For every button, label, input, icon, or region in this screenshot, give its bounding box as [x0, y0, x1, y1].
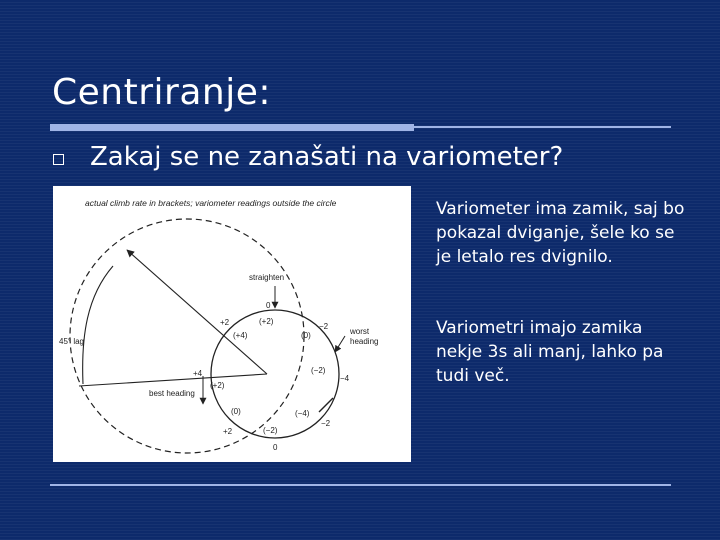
reading-right-mid-outer: −4 [340, 374, 350, 383]
reading-left-bot-inner: (0) [231, 407, 241, 416]
worst-heading-label-2: heading [350, 337, 379, 346]
lag-arrow-line [127, 250, 267, 374]
title-underline-thick [50, 124, 414, 131]
bullet-text: Zakaj se ne zanašati na variometer? [90, 142, 564, 172]
reading-top-outer: 0 [266, 301, 271, 310]
lag-label: 45° lag [59, 337, 84, 346]
slide-title: Centriranje: [52, 72, 271, 113]
reading-right-bot-inner: (−4) [295, 409, 310, 418]
reading-right-top-inner: (0) [301, 331, 311, 340]
bullet-square-icon [53, 154, 64, 165]
best-heading-line [79, 374, 267, 386]
reading-left-top-outer: +2 [220, 318, 230, 327]
straighten-label: straighten [249, 273, 285, 282]
worst-heading-label-1: worst [350, 327, 370, 336]
reading-left-bot-outer: +2 [223, 427, 233, 436]
reading-left-top-inner: (+4) [233, 331, 248, 340]
diagram-caption: actual climb rate in brackets; variometer readings outside the circle [85, 198, 337, 208]
footer-rule [50, 484, 671, 486]
note-paragraph-1: Variometer ima zamik, saj bo pokazal dviganje, šele ko se je letalo res dvignilo. [436, 199, 685, 267]
reading-top-inner: (+2) [259, 317, 274, 326]
reading-bottom-outer: 0 [273, 443, 278, 452]
worst-heading-pointer [335, 336, 345, 352]
reading-right-bot-outer: −2 [321, 419, 331, 428]
reading-left-mid-outer: +4 [193, 369, 203, 378]
reading-bottom-inner: (−2) [263, 426, 278, 435]
reading-left-mid-inner: (+2) [210, 381, 225, 390]
reading-right-top-outer: −2 [319, 322, 329, 331]
outer-dashed-circle [70, 219, 304, 453]
reading-right-mid-inner: (−2) [311, 366, 326, 375]
note-paragraph-2: Variometri imajo zamika nekje 3s ali manj, lahko pa tudi več. [436, 318, 664, 386]
title-underline-thin [414, 126, 671, 128]
variometer-lag-diagram [53, 186, 411, 462]
best-heading-label: best heading [149, 389, 195, 398]
lag-bracket-line [83, 266, 113, 384]
